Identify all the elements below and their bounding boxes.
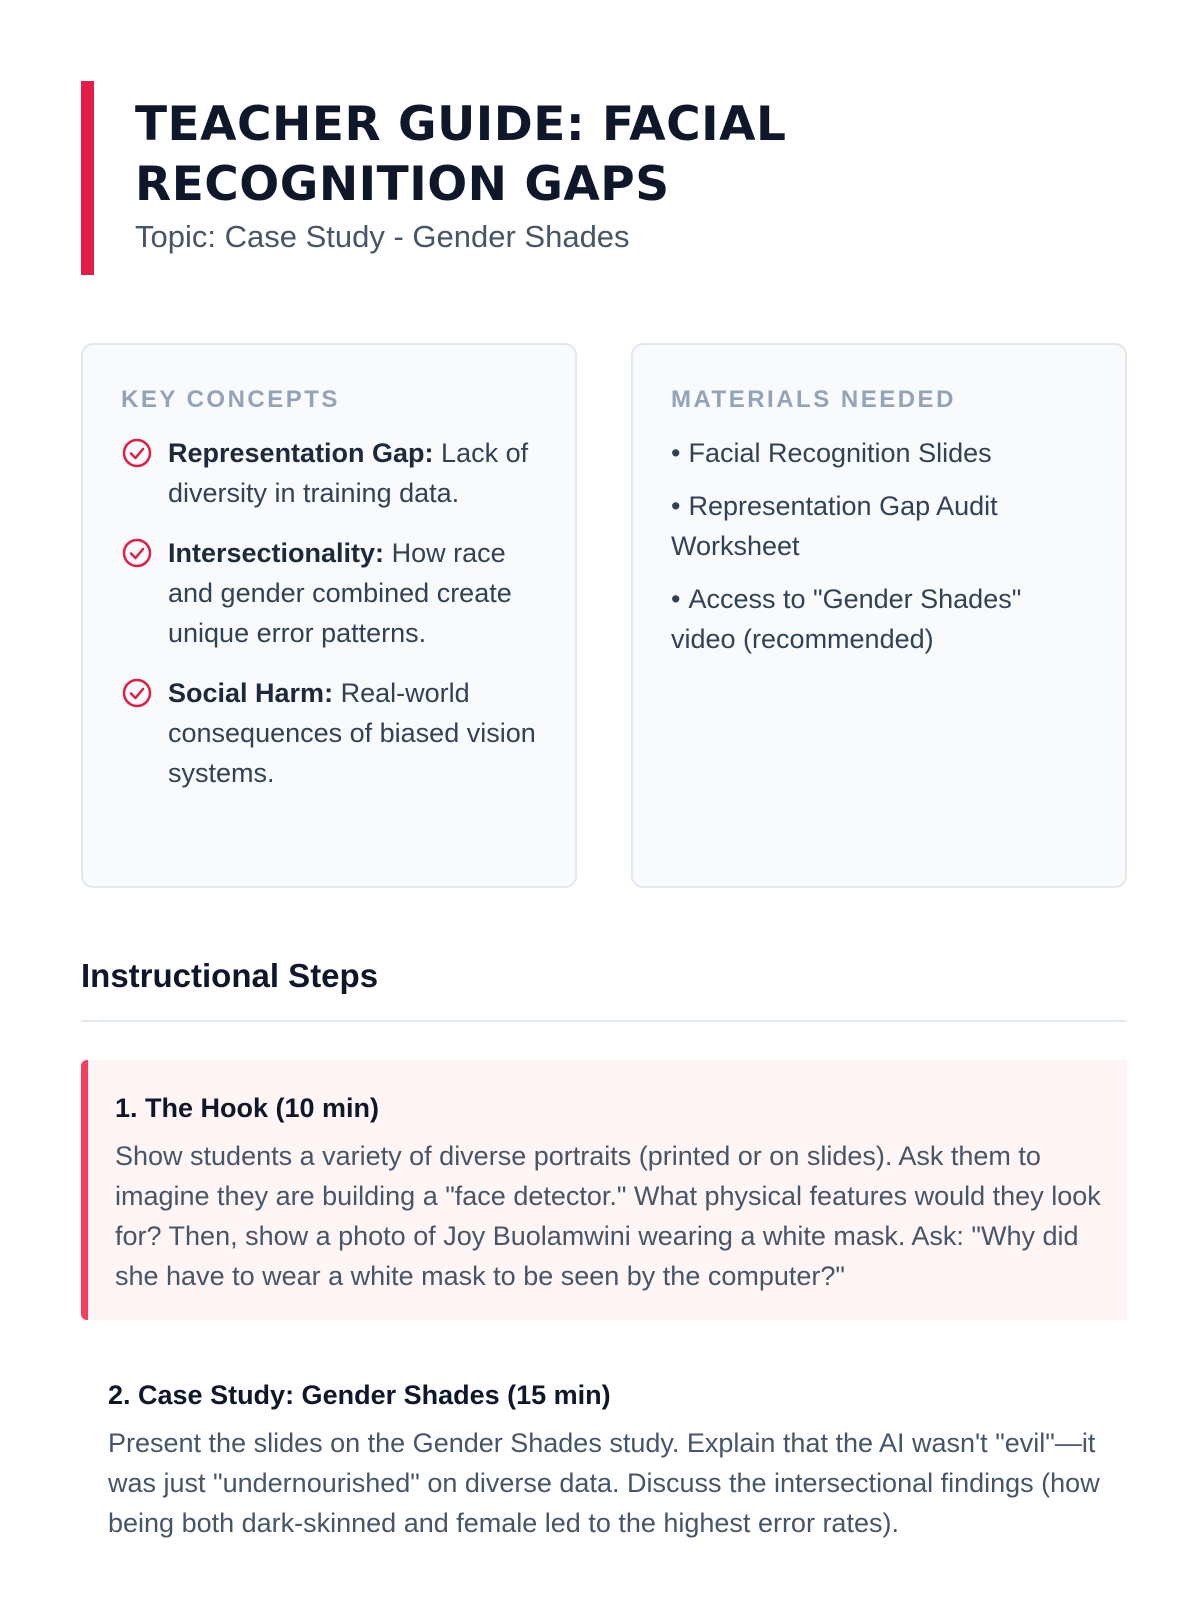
concept-item xyxy=(121,673,537,793)
material-item xyxy=(671,486,1087,566)
bullet-icon: • xyxy=(671,584,681,614)
concept-item xyxy=(121,533,537,653)
material-text: Facial Recognition Slides xyxy=(688,438,992,468)
bullet-icon: • xyxy=(671,438,681,468)
concept-item xyxy=(121,433,537,513)
check-circle-icon xyxy=(121,437,153,469)
concept-text xyxy=(168,673,537,793)
material-text: Access to "Gender Shades" video (recommended) xyxy=(671,584,1022,654)
concept-description: Lack of diversity in training data. xyxy=(168,438,529,508)
concept-description: Real-world consequences of biased vision systems. xyxy=(168,678,536,788)
check-circle-icon xyxy=(121,677,153,709)
step-title: 1. The Hook (10 min) xyxy=(115,1093,380,1123)
step-hook xyxy=(81,1060,1127,1320)
concept-text xyxy=(168,433,537,513)
concept-description: How race and gender combined create unique error patterns. xyxy=(168,538,512,648)
step-body: Show students a variety of diverse portraits (printed or on slides). Ask them to imagine they are building a "face detector." What physical features would they look for? Then, show a photo of Joy Buolamwini wearing a white mask. Ask: "Why did she have to wear a white mask to be seen by the computer?" xyxy=(115,1141,1101,1291)
bullet-icon: • xyxy=(671,491,681,521)
material-text: Representation Gap Audit Worksheet xyxy=(671,491,998,561)
page-subtitle: Topic: Case Study - Gender Shades xyxy=(135,219,630,254)
header xyxy=(81,81,981,275)
materials-card xyxy=(631,343,1127,888)
key-concepts-label: KEY CONCEPTS xyxy=(121,386,340,413)
step-case-study xyxy=(81,1377,1127,1543)
concept-term: Representation Gap: xyxy=(168,438,434,468)
step-title: 2. Case Study: Gender Shades (15 min) xyxy=(108,1380,611,1410)
instructional-steps-heading: Instructional Steps xyxy=(81,954,1127,1022)
check-circle-icon xyxy=(121,537,153,569)
material-item xyxy=(671,433,1087,473)
concept-text xyxy=(168,533,537,653)
page-title: TEACHER GUIDE: FACIAL RECOGNITION GAPS xyxy=(135,97,787,212)
concept-term: Social Harm: xyxy=(168,678,334,708)
materials-label: MATERIALS NEEDED xyxy=(671,386,956,413)
concept-term: Intersectionality: xyxy=(168,538,385,568)
step-body: Present the slides on the Gender Shades study. Explain that the AI wasn't "evil"—it was just "undernourished" on diverse data. Discuss the intersectional findings (how being both dark-skinned and female led to the highest error rates). xyxy=(108,1428,1100,1538)
key-concepts-card xyxy=(81,343,577,888)
material-item xyxy=(671,579,1087,659)
